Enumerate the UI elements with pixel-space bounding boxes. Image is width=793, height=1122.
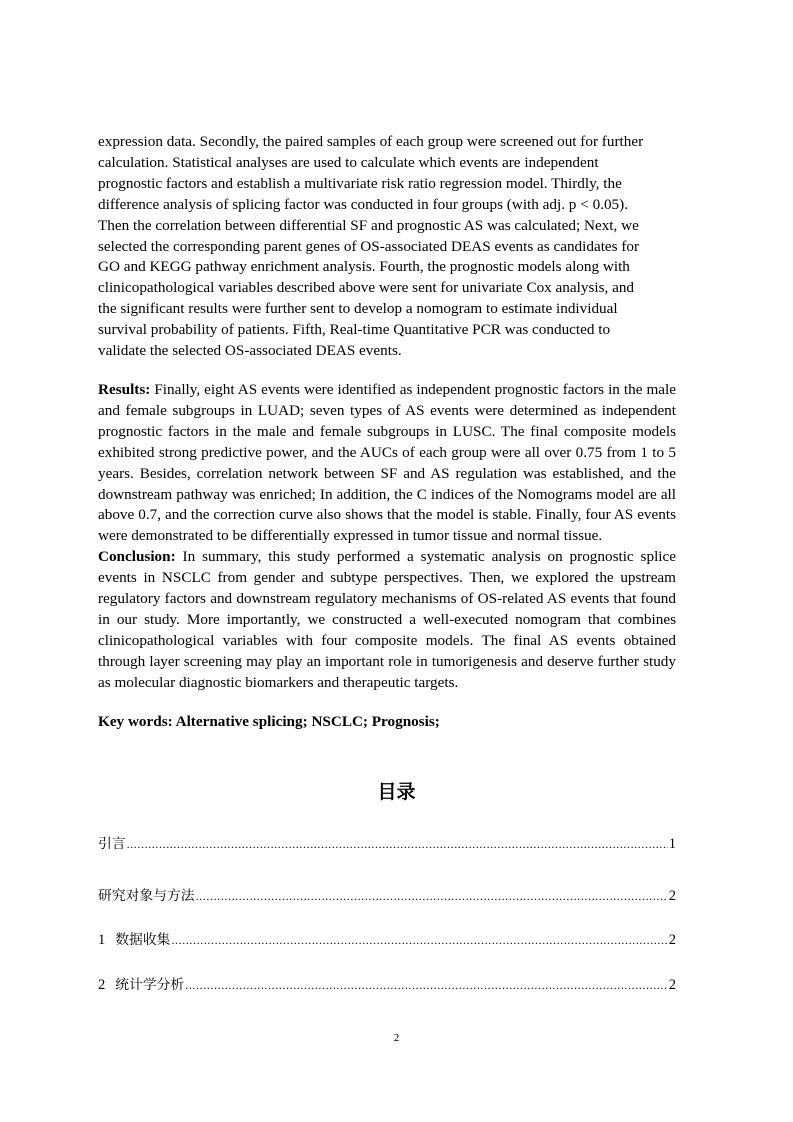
toc-entry-number: 1 [98, 932, 106, 948]
toc-entry-page: 2 [668, 932, 676, 948]
methods-line: the significant results were further sent to develop a nomogram to estimate individual [98, 300, 618, 318]
toc-entry-page: 1 [668, 836, 676, 852]
methods-line: validate the selected OS-associated DEAS events. [98, 342, 402, 360]
methods-line: selected the corresponding parent genes of OS-associated DEAS events as candidates for [98, 237, 640, 255]
results-label: Results: [98, 380, 151, 398]
toc-title: 目录 [377, 781, 416, 803]
conclusion-text: In summary, this study performed a systematic analysis on prognostic splice events in NSCLC from gender and subtype perspectives. Then, we explored the upstream regulatory factors and downstream regulatory mechanisms of OS-related AS events that found in our study. More importantly, we constructed a well-executed nomogram that combines clinicopathological variables with four composite models. The final AS events obtained through layer screening may play an important role in tumorigenesis and deserve further study as molecular diagnostic biomarkers and therapeutic targets. [98, 548, 676, 691]
toc-entry-text: 数据收集 [115, 932, 171, 948]
toc-leader-dots [185, 975, 668, 995]
methods-paragraph [98, 132, 676, 362]
toc-entry-text: 引言 [98, 836, 126, 852]
results-paragraph [98, 380, 676, 547]
toc-entry-data-collection[interactable] [98, 930, 676, 950]
methods-line: Then the correlation between differential SF and prognostic AS was calculated; Next, we [98, 216, 639, 234]
methods-line: clinicopathological variables described above were sent for univariate Cox analysis, and [98, 279, 635, 297]
conclusion-label: Conclusion: [98, 548, 176, 566]
results-text: Finally, eight AS events were identified as independent prognostic factors in the male and female subgroups in LUAD; seven types of AS events were determined as independent prognostic factors in the male and female subgroups in LUSC. The final composite models exhibited strong predictive power, and the AUCs of each group were all over 0.75 from 1 to 5 years. Besides, correlation network between SF and AS regulation was established, and the downstream pathway was enriched; In addition, the C indices of the Nomograms model are all above 0.7, and the correction curve also shows that the model is stable. Finally, four AS events were demonstrated to be differentially expressed in tumor tissue and normal tissue. [98, 380, 676, 545]
toc-leader-dots [127, 834, 668, 854]
toc-entry-text: 研究对象与方法 [98, 888, 195, 904]
methods-line: calculation. Statistical analyses are used to calculate which events are independent [98, 153, 599, 171]
methods-line: prognostic factors and establish a multivariate risk ratio regression model. Thirdly, the [98, 174, 622, 192]
toc-leader-dots [196, 886, 668, 906]
toc-entry-page: 2 [668, 888, 676, 904]
keywords: Key words: Alternative splicing; NSCLC; Prognosis; [98, 712, 440, 730]
toc-entry-statistics[interactable] [98, 975, 676, 995]
toc-entry-methods[interactable] [98, 886, 676, 906]
page-number: 2 [393, 1032, 400, 1044]
toc-leader-dots [171, 930, 667, 950]
methods-line: difference analysis of splicing factor was conducted in four groups (with adj. p < 0.05). [98, 195, 628, 213]
conclusion-paragraph [98, 547, 676, 693]
toc-entry-text: 统计学分析 [115, 977, 185, 993]
toc-entry-page: 2 [668, 977, 676, 993]
toc-entry-number: 2 [98, 977, 106, 993]
abstract-body [98, 132, 676, 732]
methods-line: survival probability of patients. Fifth, Real-time Quantitative PCR was conducted to [98, 321, 611, 339]
methods-line: GO and KEGG pathway enrichment analysis. Fourth, the prognostic models along with [98, 258, 630, 276]
toc-entry-introduction[interactable] [98, 834, 676, 854]
methods-line: expression data. Secondly, the paired samples of each group were screened out for further [98, 133, 644, 150]
